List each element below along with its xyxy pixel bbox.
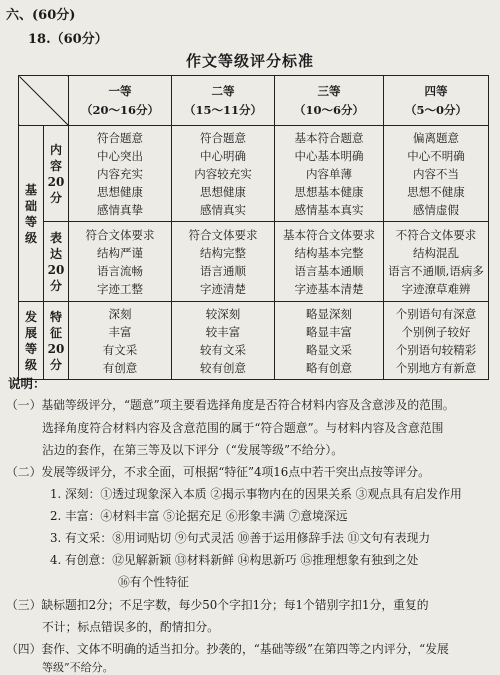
expression-row [19, 222, 489, 302]
note-line: 2. 丰富：④材料丰富 ⑤论据充足 ⑥形象丰满 ⑦意境深远 [50, 509, 348, 523]
feature-grade-3: 略显深刻 略显丰富 略显文采 略有创意 [275, 302, 384, 380]
feature-grade-4: 个别语句有深意 个别例子较好 个别语句较精彩 个别地方有新意 [384, 302, 489, 380]
header-row [19, 76, 489, 126]
content-grade-3: 基本符合题意 中心基本明确 内容单薄 思想基本健康 感情基本真实 [275, 126, 384, 222]
grade-header-4: 四等 （5～0分） [384, 76, 489, 126]
content-row [19, 126, 489, 222]
feature-row [19, 302, 489, 380]
expression-grade-3: 基本符合文体要求 结构基本完整 语言基本通顺 字迹基本清楚 [275, 222, 384, 302]
expression-grade-1: 符合文体要求 结构严谨 语言流畅 字迹工整 [69, 222, 172, 302]
feature-grade-2: 较深刻 较丰富 较有文采 较有创意 [172, 302, 275, 380]
content-grade-2: 符合题意 中心明确 内容较充实 思想健康 感情真实 [172, 126, 275, 222]
note-line: （四）套作、文体不明确的适当扣分。抄袭的，“基础等级”在第四等之内评分，“发展 [6, 642, 449, 656]
note-line: 不计；标点错误多的，酌情扣分。 [42, 620, 219, 634]
content-grade-1: 符合题意 中心突出 内容充实 思想健康 感情真挚 [69, 126, 172, 222]
content-label: 内 容 20 分 [44, 126, 69, 222]
basic-level-label: 基 础 等 级 [19, 126, 44, 302]
expression-grade-4: 不符合文体要求 结构混乱 语言不通顺,语病多 字迹潦草难辨 [384, 222, 489, 302]
scoring-table [18, 75, 489, 380]
feature-grade-1: 深刻 丰富 有文采 有创意 [69, 302, 172, 380]
note-line: 1. 深刻：①透过现象深入本质 ②揭示事物内在的因果关系 ③观点具有启发作用 [50, 487, 462, 501]
note-line: （一）基础等级评分，“题意”项主要看选择角度是否符合材料内容及含意涉及的范围。 [6, 398, 455, 412]
note-line: ⑯有个性特征 [118, 575, 189, 589]
notes-heading: 说明： [8, 376, 46, 391]
development-level-label: 发 展 等 级 [19, 302, 44, 380]
grade-header-3: 三等 （10～6分） [275, 76, 384, 126]
note-line: 4. 有创意：⑫见解新颖 ⑬材料新鲜 ⑭构思新巧 ⑮推理想象有独到之处 [50, 553, 419, 567]
note-line: 等级”不给分。 [42, 661, 114, 674]
note-line: 选择角度符合材料内容及含意范围的属于“符合题意”。与材料内容及含意范围 [42, 421, 444, 435]
note-line: 3. 有文采：⑧用词贴切 ⑨句式灵活 ⑩善于运用修辞手法 ⑪文句有表现力 [50, 531, 431, 545]
question-number: 18.（60分） [28, 32, 108, 47]
note-line: 沾边的套作，在第三等及以下评分（“发展等级”不给分）。 [42, 443, 344, 457]
grade-header-1: 一等 （20～16分） [69, 76, 172, 126]
feature-label: 特 征 20 分 [44, 302, 69, 380]
section-heading: 六、(60分) [6, 8, 76, 23]
note-line: （三）缺标题扣2分；不足字数，每少50个字扣1分；每1个错别字扣1分，重复的 [6, 598, 429, 612]
expression-grade-2: 符合文体要求 结构完整 语言通顺 字迹清楚 [172, 222, 275, 302]
page-title: 作文等级评分标准 [185, 52, 314, 70]
corner-cell [19, 76, 69, 126]
grade-header-2: 二等 （15～11分） [172, 76, 275, 126]
content-grade-4: 偏离题意 中心不明确 内容不当 思想不健康 感情虚假 [384, 126, 489, 222]
note-line: （二）发展等级评分，不求全面，可根据“特征”4项16点中若干突出点按等评分。 [6, 465, 430, 479]
expression-label: 表 达 20 分 [44, 222, 69, 302]
